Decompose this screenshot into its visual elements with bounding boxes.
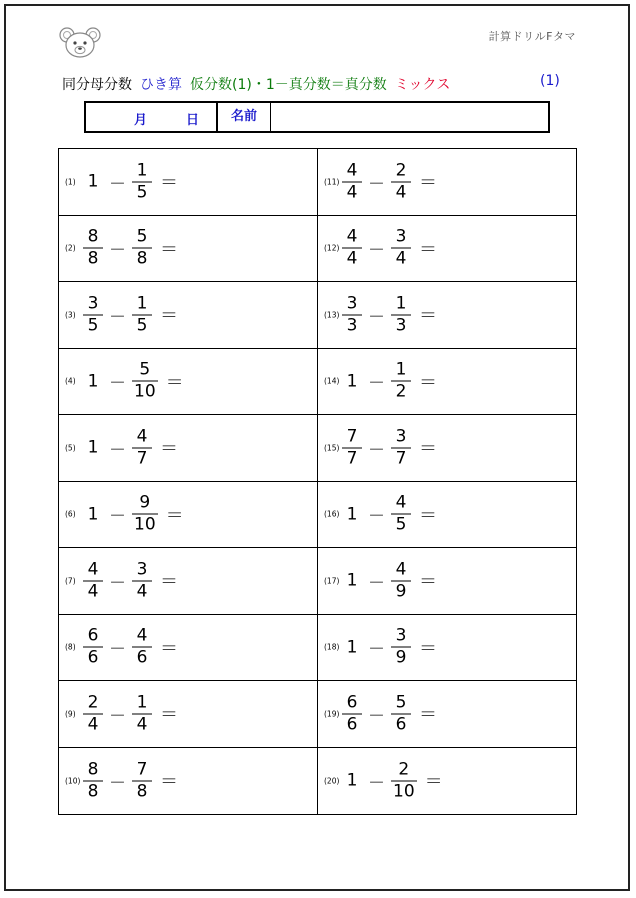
problem-expression [342,626,437,669]
denominator: 5 [136,182,148,203]
denominator: 5 [87,315,99,336]
problem-cell[interactable] [59,548,318,615]
problem-expression [83,227,178,270]
fraction [391,692,411,735]
numerator: 5 [395,692,407,713]
fraction [132,759,152,802]
problem-cell[interactable] [59,349,318,416]
problem-number: (4) [65,376,76,386]
minus-sign: － [368,506,385,527]
denominator: 4 [395,248,407,269]
problem-number: (5) [65,443,76,453]
minus-sign: － [109,706,126,727]
title-segment: 同分母分数 [62,77,132,93]
fraction [342,293,362,336]
equals-sign: ＝ [419,372,437,394]
problem-expression [342,493,437,536]
minus-sign: － [368,573,385,594]
name-field[interactable] [271,103,548,131]
whole-number: 1 [346,570,358,591]
problem-expression [83,626,178,669]
numerator: 4 [136,426,148,447]
numerator: 2 [398,759,410,780]
numerator: 3 [395,226,407,247]
problem-expression [342,360,437,403]
denominator: 10 [393,781,415,802]
equals-sign: ＝ [419,305,437,327]
equals-sign: ＝ [419,638,437,660]
minus-sign: － [109,573,126,594]
fraction [391,559,411,602]
problem-number: (20) [324,776,340,786]
minus-sign: － [109,240,126,261]
minus-sign: － [109,773,126,794]
title-segment: ひき算 [140,77,182,93]
fraction [83,692,103,735]
denominator: 3 [346,315,358,336]
minus-sign: － [368,773,385,794]
fraction [83,559,103,602]
fraction [83,759,103,802]
equals-sign: ＝ [160,638,178,660]
minus-sign: － [109,639,126,660]
fraction [132,692,152,735]
denominator: 6 [87,647,99,668]
denominator: 4 [346,182,358,203]
equals-sign: ＝ [419,239,437,261]
problem-number: (19) [324,709,340,719]
problem-number: (18) [324,642,340,652]
minus-sign: － [368,706,385,727]
problem-expression [83,759,178,802]
problem-grid [58,148,577,815]
denominator: 3 [395,315,407,336]
equals-sign: ＝ [160,771,178,793]
minus-sign: － [368,240,385,261]
brand-label: 計算ドリルFタマ [488,30,576,43]
worksheet-title [62,74,458,94]
numerator: 7 [346,426,358,447]
numerator: 1 [395,293,407,314]
problem-number: (13) [324,310,340,320]
problem-number: (12) [324,243,340,253]
problem-number: (15) [324,443,340,453]
fraction [132,160,152,203]
numerator: 9 [139,492,151,513]
fraction [342,426,362,469]
equals-sign: ＝ [160,438,178,460]
problem-number: (6) [65,509,76,519]
equals-sign: ＝ [160,571,178,593]
equals-sign: ＝ [160,305,178,327]
numerator: 3 [346,293,358,314]
numerator: 7 [136,759,148,780]
numerator: 4 [346,226,358,247]
numerator: 8 [87,759,99,780]
whole-number: 1 [87,171,99,192]
numerator: 1 [136,692,148,713]
denominator: 4 [87,581,99,602]
numerator: 5 [136,226,148,247]
minus-sign: － [109,174,126,195]
denominator: 5 [395,514,407,535]
problem-cell[interactable] [59,748,318,815]
fraction [391,360,411,403]
problem-number: (2) [65,243,76,253]
denominator: 8 [136,248,148,269]
problem-expression [83,692,178,735]
fraction [391,293,411,336]
problem-cell[interactable] [318,748,576,815]
denominator: 4 [87,714,99,735]
whole-number: 1 [346,637,358,658]
problem-cell[interactable] [59,482,318,549]
day-label: 日 [186,113,200,128]
numerator: 3 [87,293,99,314]
whole-number: 1 [346,504,358,525]
problem-cell[interactable] [318,216,576,283]
minus-sign: － [109,440,126,461]
minus-sign: － [109,307,126,328]
denominator: 4 [136,581,148,602]
problem-cell[interactable] [318,149,576,216]
equals-sign: ＝ [160,172,178,194]
numerator: 2 [87,692,99,713]
numerator: 1 [136,293,148,314]
problem-number: (16) [324,509,340,519]
name-date-box [84,101,550,133]
problem-number: (17) [324,576,340,586]
equals-sign: ＝ [165,372,184,394]
numerator: 5 [139,359,151,380]
minus-sign: － [109,506,126,527]
equals-sign: ＝ [165,505,184,527]
denominator: 2 [395,381,407,402]
minus-sign: － [368,307,385,328]
fraction [132,626,152,669]
minus-sign: － [368,440,385,461]
numerator: 4 [87,559,99,580]
fraction [391,227,411,270]
fraction [83,227,103,270]
fraction [391,493,411,536]
numerator: 4 [395,559,407,580]
whole-number: 1 [87,371,99,392]
problem-expression [342,759,443,802]
fraction [391,626,411,669]
fraction [132,426,152,469]
problem-expression [83,293,178,336]
problem-cell[interactable] [318,615,576,682]
minus-sign: － [109,373,126,394]
fraction [132,227,152,270]
minus-sign: － [368,174,385,195]
equals-sign: ＝ [419,571,437,593]
problem-number: (8) [65,642,76,652]
denominator: 5 [136,315,148,336]
equals-sign: ＝ [419,172,437,194]
equals-sign: ＝ [160,239,178,261]
fraction [342,227,362,270]
problem-cell[interactable] [318,349,576,416]
whole-number: 1 [87,437,99,458]
numerator: 8 [87,226,99,247]
sheet-number: (1) [540,73,560,89]
denominator: 6 [136,647,148,668]
denominator: 7 [395,448,407,469]
fraction [132,360,158,403]
whole-number: 1 [346,770,358,791]
problem-number: (3) [65,310,76,320]
denominator: 8 [136,781,148,802]
fraction [391,160,411,203]
numerator: 6 [87,625,99,646]
whole-number: 1 [346,371,358,392]
title-segment: 仮分数(1)・1－真分数＝真分数 [190,77,387,93]
whole-number: 1 [87,504,99,525]
numerator: 3 [395,426,407,447]
denominator: 4 [395,182,407,203]
problem-number: (7) [65,576,76,586]
fraction [132,493,158,536]
numerator: 4 [136,625,148,646]
fraction [132,559,152,602]
fraction [342,692,362,735]
problem-number: (10) [65,776,81,786]
numerator: 1 [395,359,407,380]
equals-sign: ＝ [419,704,437,726]
problem-cell[interactable] [318,415,576,482]
denominator: 8 [87,781,99,802]
problem-expression [342,160,437,203]
numerator: 4 [346,160,358,181]
fraction [132,293,152,336]
problem-cell[interactable] [59,415,318,482]
problem-number: (14) [324,376,340,386]
problem-expression [83,493,184,536]
equals-sign: ＝ [424,771,443,793]
problem-expression [342,559,437,602]
denominator: 7 [346,448,358,469]
problem-cell[interactable] [318,548,576,615]
denominator: 9 [395,647,407,668]
denominator: 9 [395,581,407,602]
name-label: 名前 [218,103,271,131]
equals-sign: ＝ [419,438,437,460]
minus-sign: － [368,373,385,394]
problem-expression [83,559,178,602]
problem-cell[interactable] [59,216,318,283]
denominator: 8 [87,248,99,269]
numerator: 6 [346,692,358,713]
problem-expression [342,426,437,469]
denominator: 7 [136,448,148,469]
minus-sign: － [368,639,385,660]
problem-cell[interactable] [59,681,318,748]
numerator: 4 [395,492,407,513]
fraction [391,426,411,469]
numerator: 2 [395,160,407,181]
date-field[interactable] [86,103,218,131]
problem-expression [83,160,178,203]
numerator: 1 [136,160,148,181]
problem-cell[interactable] [59,615,318,682]
numerator: 3 [136,559,148,580]
denominator: 10 [134,381,156,402]
problem-cell[interactable] [59,282,318,349]
problem-expression [342,692,437,735]
equals-sign: ＝ [160,704,178,726]
problem-cell[interactable] [318,282,576,349]
problem-cell[interactable] [59,149,318,216]
teddy-bear-icon [58,26,102,60]
fraction [83,626,103,669]
problem-number: (11) [324,177,340,187]
fraction [391,759,417,802]
problem-expression [83,426,178,469]
fraction [342,160,362,203]
denominator: 4 [136,714,148,735]
fraction [83,293,103,336]
equals-sign: ＝ [419,505,437,527]
problem-number: (1) [65,177,76,187]
denominator: 4 [346,248,358,269]
denominator: 6 [346,714,358,735]
title-segment: ミックス [394,77,451,93]
denominator: 6 [395,714,407,735]
denominator: 10 [134,514,156,535]
problem-expression [342,227,437,270]
problem-expression [83,360,184,403]
problem-cell[interactable] [318,681,576,748]
problem-number: (9) [65,709,76,719]
month-label: 月 [134,113,148,128]
problem-expression [342,293,437,336]
problem-cell[interactable] [318,482,576,549]
numerator: 3 [395,625,407,646]
